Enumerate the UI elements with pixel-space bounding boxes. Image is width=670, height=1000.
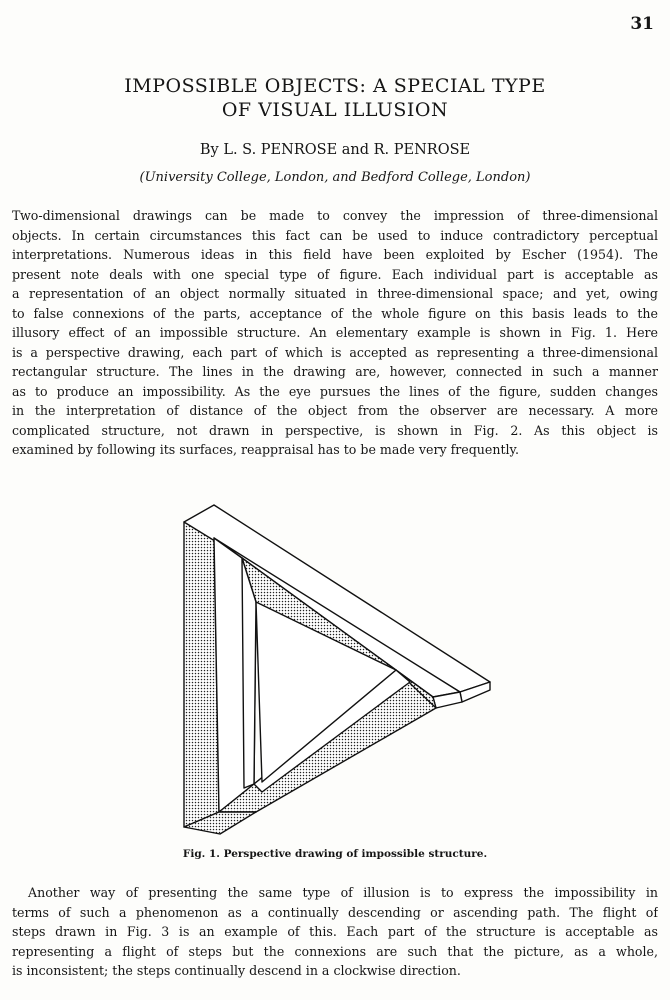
figure-caption: Fig. 1. Perspective drawing of impossible structure.: [182, 848, 488, 860]
text-line: Two-dimensional drawings can be made to convey the impression of three-dimensional: [12, 208, 658, 223]
body-paragraph-2: [12, 883, 658, 981]
text-line: to false connexions of the parts, acceptance of the whole figure on this basis leads to the: [12, 305, 658, 321]
text-line: present note deals with one special type of figure. Each individual part is acceptable as: [12, 266, 658, 282]
body-paragraph-1: [12, 206, 658, 460]
title-line-1: IMPOSSIBLE OBJECTS: A SPECIAL TYPE: [124, 75, 546, 97]
text-line: steps drawn in Fig. 3 is an example of this. Each part of the structure is acceptable as: [12, 924, 658, 939]
text-line: is inconsistent; the steps continually descend in a clockwise direction.: [12, 963, 461, 978]
impossible-triangle-drawing: [170, 492, 500, 837]
text-line: interpretations. Numerous ideas in this field have been exploited by Escher (1954). The: [12, 247, 658, 262]
text-line: is a perspective drawing, each part of which is accepted as representing a three-dimensional: [12, 344, 658, 360]
left-outer-face: [184, 522, 219, 827]
article-title: [0, 74, 670, 122]
text-line: illusory effect of an impossible structure. An elementary example is shown in Fig. 1. Here: [12, 325, 658, 340]
text-line: complicated structure, not drawn in perspective, is shown in Fig. 2. As this object is: [12, 422, 658, 438]
author-byline: By L. S. PENROSE and R. PENROSE: [199, 142, 471, 158]
text-line: examined by following its surfaces, reappraisal has to be made very frequently.: [12, 442, 519, 457]
penrose-triangle-figure: [170, 492, 500, 837]
text-line: a representation of an object normally situated in three-dimensional space; and yet, owing: [12, 286, 658, 301]
text-line: as to produce an impossibility. As the eye pursues the lines of the figure, sudden changes: [12, 383, 658, 399]
page-number: 31: [630, 14, 654, 34]
text-line: Another way of presenting the same type of illusion is to express the impossibility in: [28, 885, 658, 900]
text-line: terms of such a phenomenon as a continually descending or ascending path. The flight of: [12, 904, 658, 920]
text-line: rectangular structure. The lines in the drawing are, however, connected in such a manner: [12, 364, 658, 379]
text-line: objects. In certain circumstances this fact can be used to induce contradictory perceptual: [12, 227, 658, 243]
title-line-2: OF VISUAL ILLUSION: [221, 99, 449, 121]
text-line: in the interpretation of distance of the object from the observer are necessary. A more: [12, 403, 658, 418]
text-line: representing a flight of steps but the connexions are such that the picture, as a whole,: [12, 943, 658, 959]
author-affiliation: (University College, London, and Bedford College, London): [139, 170, 531, 185]
